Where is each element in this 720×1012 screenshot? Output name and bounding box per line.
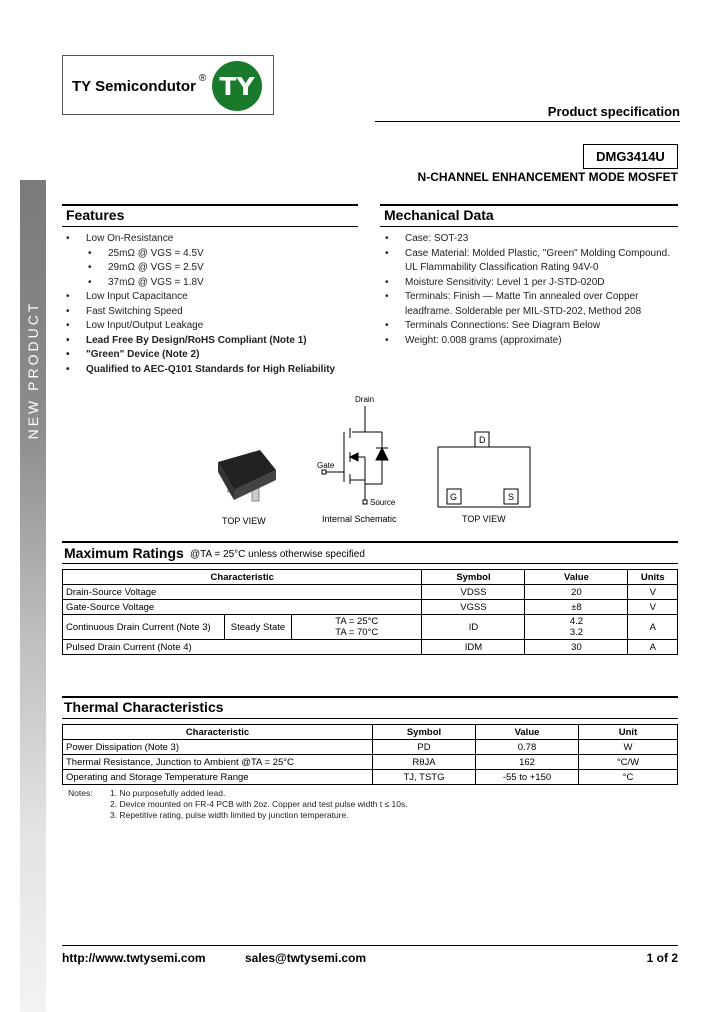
thermal-title: Thermal Characteristics xyxy=(64,699,224,715)
col-value: Value xyxy=(525,570,628,585)
device-subtitle: N-CHANNEL ENHANCEMENT MODE MOSFET xyxy=(417,170,678,184)
cell: 30 xyxy=(525,640,628,655)
cell: Pulsed Drain Current (Note 4) xyxy=(63,640,422,655)
value-70c: 3.2 xyxy=(569,627,584,638)
table-row xyxy=(63,770,678,785)
table-row xyxy=(63,640,678,655)
cell: Gate-Source Voltage xyxy=(63,600,422,615)
mechanical-title: Mechanical Data xyxy=(384,207,494,223)
col-symbol: Symbol xyxy=(422,570,525,585)
cell: Drain-Source Voltage xyxy=(63,585,422,600)
pin-g-label: G xyxy=(450,492,458,502)
top-view-label: TOP VIEW xyxy=(222,516,266,526)
header-divider xyxy=(375,121,680,122)
page-number: 1 of 2 xyxy=(646,951,678,965)
cell: RθJA xyxy=(373,755,476,770)
col-units: Units xyxy=(628,570,678,585)
cell: ±8 xyxy=(525,600,628,615)
ratings-rule-bottom xyxy=(62,563,678,564)
cell: PD xyxy=(373,740,476,755)
features-list xyxy=(64,232,364,377)
cell: Continuous Drain Current (Note 3) xyxy=(63,615,225,640)
thermal-rule-top xyxy=(62,696,678,698)
list-item: • Low On-Resistance xyxy=(64,232,364,247)
company-logo: TY xyxy=(212,61,262,111)
cond-25c: TA = 25°C xyxy=(335,616,379,627)
features-title: Features xyxy=(66,207,125,223)
max-ratings-condition: @TA = 25°C unless otherwise specified xyxy=(190,549,365,560)
notes-label: Notes: xyxy=(68,788,93,798)
footer-email[interactable]: sales@twtysemi.com xyxy=(245,951,367,965)
features-rule-bottom xyxy=(62,226,358,227)
list-item: • Fast Switching Speed xyxy=(64,305,364,320)
table-row xyxy=(63,585,678,600)
cell: VDSS xyxy=(422,585,525,600)
max-ratings-table xyxy=(62,569,678,655)
cell: °C xyxy=(579,770,678,785)
cell: VGSS xyxy=(422,600,525,615)
cell: IDM xyxy=(422,640,525,655)
cell xyxy=(525,615,628,640)
cell: Thermal Resistance, Junction to Ambient @TA = 25°C xyxy=(63,755,373,770)
cell: 162 xyxy=(476,755,579,770)
cell xyxy=(292,615,422,640)
list-item: • 29mΩ @ VGS = 2.5V xyxy=(64,261,364,276)
package-diagrams xyxy=(200,392,540,532)
cell: Steady State xyxy=(225,615,292,640)
notes-list xyxy=(110,788,408,821)
cell: ID xyxy=(422,615,525,640)
table-header-row xyxy=(63,725,678,740)
value-25c: 4.2 xyxy=(569,616,584,627)
registered-mark: ® xyxy=(199,73,207,84)
list-item: • 25mΩ @ VGS = 4.5V xyxy=(64,247,364,262)
col-unit: Unit xyxy=(579,725,678,740)
pin-s-label: S xyxy=(508,492,515,502)
internal-schematic xyxy=(322,406,388,504)
list-item: • Low Input/Output Leakage xyxy=(64,319,364,334)
table-header-row xyxy=(63,570,678,585)
mechanical-rule-bottom xyxy=(380,226,678,227)
cell: A xyxy=(628,615,678,640)
note-item: 2. Device mounted on FR-4 PCB with 2oz. Copper and test pulse width t ≤ 10s. xyxy=(110,799,408,809)
note-item: 1. No purposefully added lead. xyxy=(110,788,226,798)
pin-d-label: D xyxy=(479,435,486,445)
cell: V xyxy=(628,585,678,600)
table-row xyxy=(63,615,678,640)
list-item: • Terminals: Finish — Matte Tin annealed over Copper leadframe. Solderable per MIL-STD-202, Method 208 xyxy=(383,290,678,319)
cell: 20 xyxy=(525,585,628,600)
cell: Power Dissipation (Note 3) xyxy=(63,740,373,755)
table-row xyxy=(63,600,678,615)
part-number: DMG3414U xyxy=(583,144,678,169)
product-spec-label: Product specification xyxy=(547,104,680,119)
list-item: • Weight: 0.008 grams (approximate) xyxy=(383,334,678,349)
list-item: • Case Material: Molded Plastic, "Green" Molding Compound. UL Flammability Classification Rating 94V-0 xyxy=(383,247,678,276)
col-value: Value xyxy=(476,725,579,740)
cell: 0.78 xyxy=(476,740,579,755)
table-row xyxy=(63,740,678,755)
footer-url[interactable]: http://www.twtysemi.com xyxy=(62,951,206,965)
cell: Operating and Storage Temperature Range xyxy=(63,770,373,785)
drain-label: Drain xyxy=(355,395,375,404)
gate-label: Gate xyxy=(317,461,335,470)
pinout-top-view-label: TOP VIEW xyxy=(462,514,506,524)
table-row xyxy=(63,755,678,770)
list-item: • Case: SOT-23 xyxy=(383,232,678,247)
ratings-rule-top xyxy=(62,541,678,543)
list-item: • 37mΩ @ VGS = 1.8V xyxy=(64,276,364,291)
note-item: 3. Repetitive rating, pulse width limited by junction temperature. xyxy=(110,810,349,820)
cell: -55 to +150 xyxy=(476,770,579,785)
footer-divider xyxy=(62,945,678,946)
sot23-package-image xyxy=(218,450,276,501)
cell: W xyxy=(579,740,678,755)
source-label: Source xyxy=(370,498,396,507)
thermal-rule-bottom xyxy=(62,718,678,719)
max-ratings-title: Maximum Ratings xyxy=(64,545,184,561)
mechanical-rule-top xyxy=(380,204,678,206)
cond-70c: TA = 70°C xyxy=(335,627,379,638)
cell: A xyxy=(628,640,678,655)
col-characteristic: Characteristic xyxy=(63,570,422,585)
list-item: • "Green" Device (Note 2) xyxy=(64,348,364,363)
list-item: • Lead Free By Design/RoHS Compliant (Note 1) xyxy=(64,334,364,349)
mechanical-list xyxy=(383,232,678,348)
features-rule-top xyxy=(62,204,358,206)
list-item: • Moisture Sensitivity: Level 1 per J-STD-020D xyxy=(383,276,678,291)
schematic-label: Internal Schematic xyxy=(322,514,397,524)
col-symbol: Symbol xyxy=(373,725,476,740)
col-characteristic: Characteristic xyxy=(63,725,373,740)
company-name: TY Semicondutor xyxy=(72,78,196,95)
list-item: • Qualified to AEC-Q101 Standards for High Reliability xyxy=(64,363,364,378)
cell: V xyxy=(628,600,678,615)
cell: TJ, TSTG xyxy=(373,770,476,785)
side-banner-label: NEW PRODUCT xyxy=(25,300,41,440)
list-item: • Terminals Connections: See Diagram Below xyxy=(383,319,678,334)
cell: °C/W xyxy=(579,755,678,770)
list-item: • Low Input Capacitance xyxy=(64,290,364,305)
thermal-table xyxy=(62,724,678,785)
